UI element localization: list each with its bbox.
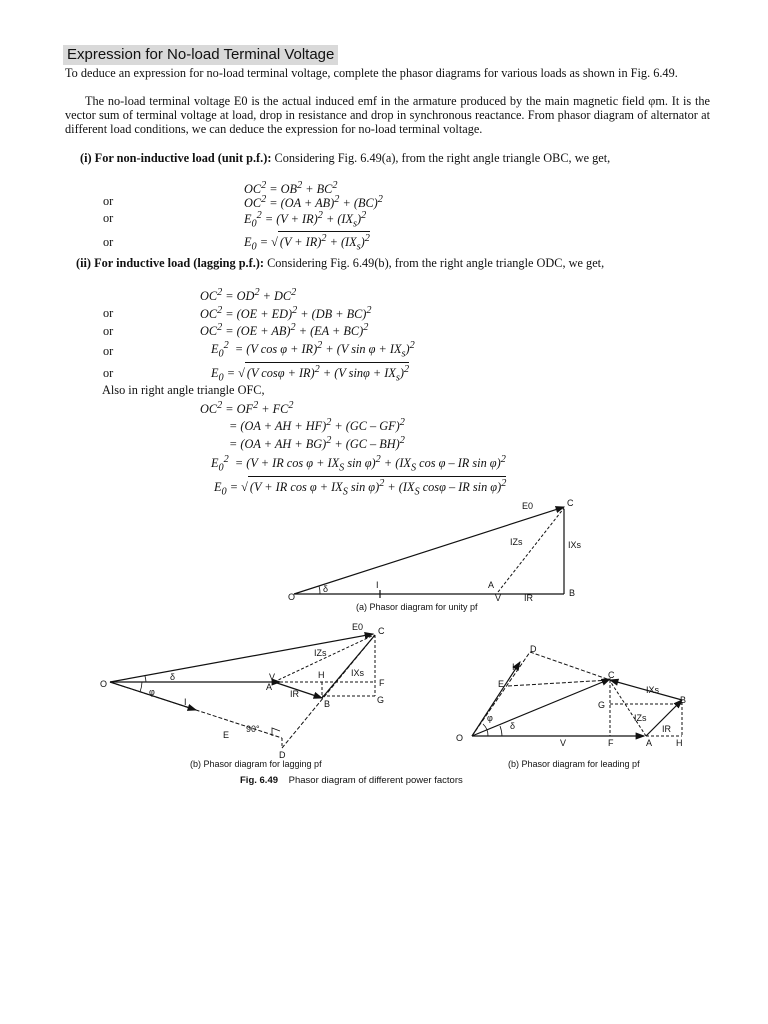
label-phi: φ (487, 713, 493, 723)
or-word: or (103, 324, 114, 338)
case-lagging-text: Considering Fig. 6.49(b), from the right angle triangle ODC, we get, (267, 256, 605, 270)
eq-ofc-1: $OC^2 = OF^2 + FC^2$ (200, 400, 294, 417)
label-e: E (498, 679, 505, 689)
eq-ofc-3: = (OA + AH + BG)$^2$ + (GC – BH)$^2$ (229, 435, 405, 452)
label-e0: E0 (522, 501, 534, 511)
label-90: 90° (246, 724, 260, 734)
label-e0: E0 (352, 622, 364, 632)
label-e: E (223, 730, 230, 740)
eq-lag-1: $OC^2 = OD^2 + DC^2$ (200, 287, 297, 304)
label-o: O (100, 679, 108, 689)
label-b: B (324, 699, 331, 709)
label-v: V (269, 672, 276, 682)
or-word: or (103, 344, 114, 358)
or-word: or (103, 211, 114, 225)
case-unity-pf (80, 151, 710, 165)
izs-phasor (610, 681, 646, 736)
eq-unity-4: $E_0$ = √ $(V + IR)^2 + (IX_s)^2$ (244, 233, 370, 253)
figure-caption (240, 775, 463, 786)
label-izs: IZs (314, 648, 327, 658)
phasor-diagram-lagging-pf (96, 618, 416, 760)
label-d: D (530, 644, 537, 654)
section-heading: Expression for No-load Terminal Voltage (63, 45, 338, 65)
eq-lag-2: $OC^2 = (OE + ED)^2 + (DB + BC)^2$ (200, 305, 372, 322)
label-a: A (266, 682, 273, 692)
label-izs: IZs (634, 713, 647, 723)
label-izs: IZs (510, 537, 523, 547)
label-h: H (318, 670, 325, 680)
eq-ofc-2: = (OA + AH + HF)$^2$ + (GC – GF)$^2$ (229, 417, 405, 434)
label-b: B (569, 588, 576, 598)
label-f: F (379, 678, 385, 688)
caption-lagging-pf: (b) Phasor diagram for lagging pf (190, 759, 322, 769)
e0-phasor (294, 507, 564, 594)
label-f: F (608, 738, 614, 748)
label-g: G (598, 700, 606, 710)
intro-paragraph: To deduce an expression for no-load terminal voltage, complete the phasor diagrams for various loads as shown in Fig. 6.49. (65, 66, 678, 80)
case-lagging-label: (ii) For inductive load (lagging p.f.): (76, 256, 264, 270)
izs-phasor (498, 508, 564, 592)
or-word: or (103, 366, 114, 380)
label-delta: δ (510, 721, 516, 731)
caption-unity-pf: (a) Phasor diagram for unity pf (356, 602, 478, 612)
label-ixs: IXs (646, 685, 660, 695)
or-word: or (103, 235, 114, 249)
label-c: C (567, 498, 574, 508)
label-d: D (279, 750, 286, 760)
label-ixs: IXs (568, 540, 582, 550)
label-v: V (495, 593, 502, 603)
eq-lag-4: $E_0^2 = (V$ cos φ + IR)$^2$ + (V $\sin \varphi + IX_s)^2$ (211, 340, 415, 360)
eq-lag-5: $E_0$ = √ (V cosφ + IR)$^2$ + (V $\sin\varphi + IX_s)^2$ (211, 364, 410, 384)
label-delta: δ (170, 672, 176, 682)
eq-lag-3: $OC^2 = (OE + AB)^2 + (EA + BC)^2$ (200, 322, 369, 339)
or-word: or (103, 306, 114, 320)
eq-ofc-4: $E_0^2 = (V$ + IR $\cos \varphi + IX_S$ $\sin \varphi)^2 + (IX_S$ cos φ – IR sin φ)$^2$ (211, 454, 506, 474)
figure-number: Fig. 6.49 (240, 775, 279, 786)
caption-leading-pf: (b) Phasor diagram for leading pf (508, 759, 640, 769)
label-ir: IR (290, 689, 299, 699)
label-ir: IR (662, 724, 671, 734)
label-o: O (456, 733, 464, 743)
also-text: Also in right angle triangle OFC, (102, 383, 265, 397)
eq-ofc-5: $E_0$ = √ (V + IR $\cos \varphi + IX_S$ $\sin \varphi)^2 + (IX_S$ cosφ – IR sin φ)$^2$ (214, 478, 507, 498)
eq-unity-3: $E_0^2 = (V + IR)^2 + (IX_s)^2$ (244, 210, 367, 230)
eq-unity-1: $OC^2 = OB^2 + BC^2$ (244, 180, 338, 197)
e0-phasor (472, 679, 610, 736)
label-v: V (560, 738, 567, 748)
case-unity-label: (i) For non-inductive load (unit p.f.): (80, 151, 272, 165)
label-i: I (512, 662, 515, 672)
label-delta: δ (323, 584, 329, 594)
or-word: or (103, 194, 114, 208)
label-c: C (608, 670, 615, 680)
label-a: A (646, 738, 653, 748)
case-unity-text: Considering Fig. 6.49(a), from the right angle triangle OBC, we get, (274, 151, 611, 165)
label-o: O (288, 592, 296, 602)
figure-title: Phasor diagram of different power factors (288, 775, 463, 786)
eq-unity-2: $OC^2 = (OA + AB)^2 + (BC)^2$ (244, 194, 383, 211)
label-g: G (377, 695, 385, 705)
case-lagging-pf (76, 256, 710, 270)
e0-phasor (110, 634, 373, 682)
label-phi: φ (149, 687, 155, 697)
label-ixs: IXs (351, 668, 365, 678)
label-a: A (488, 580, 495, 590)
ixs-phasor (322, 635, 375, 698)
label-i: I (184, 697, 187, 707)
phasor-diagram-leading-pf (450, 640, 700, 758)
label-h: H (676, 738, 683, 748)
explanation-paragraph: The no-load terminal voltage E0 is the actual induced emf in the armature produced by the main magnetic field φm. It is the vector sum of terminal voltage at load, drop in resistance and drop in synchronous reactance. From phasor diagram of alternator at different load conditions, we can deduce the expression for no-load terminal voltage. (65, 94, 710, 136)
label-ir: IR (524, 593, 533, 603)
phasor-diagram-unity-pf (280, 495, 600, 615)
label-b: B (680, 695, 687, 705)
label-i: I (376, 580, 379, 590)
label-c: C (378, 626, 385, 636)
